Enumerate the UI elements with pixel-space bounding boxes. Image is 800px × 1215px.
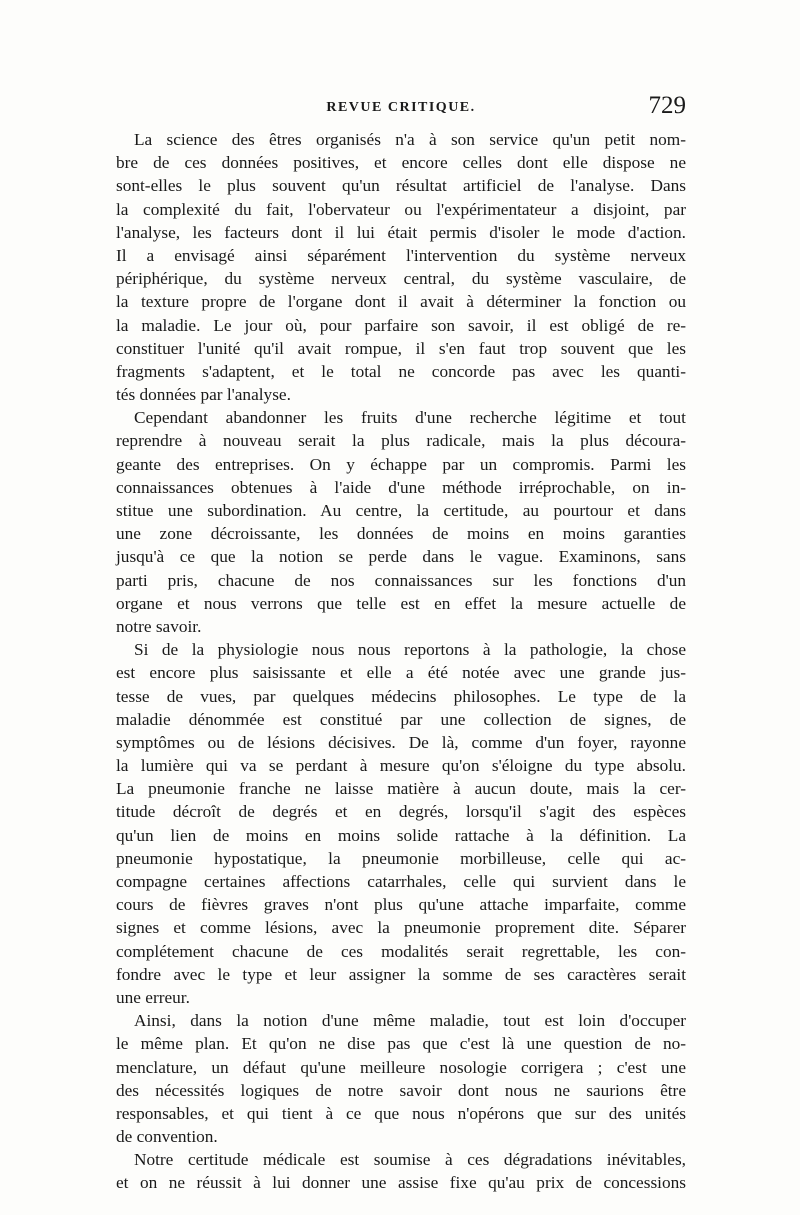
text-line: fragments s'adaptent, et le total ne concorde pas avec les quanti-	[116, 361, 686, 381]
text-line: Notre certitude médicale est soumise à ces dégradations inévitables,	[134, 1150, 686, 1170]
text-line: geante des entreprises. On y échappe par un compromis. Parmi les	[116, 454, 686, 474]
text-line: reprendre à nouveau serait la plus radicale, mais la plus découra-	[116, 431, 686, 451]
page-header	[116, 92, 686, 122]
text-line: une erreur.	[116, 987, 190, 1007]
text-line: La science des êtres organisés n'a à son service qu'un petit nom-	[134, 130, 686, 149]
paragraph	[116, 406, 686, 638]
text-line: cours de fièvres graves n'ont plus qu'une attache imparfaite, comme	[116, 895, 686, 915]
text-line: connaissances obtenues à l'aide d'une méthode irréprochable, on in-	[116, 477, 686, 497]
text-line: jusqu'à ce que la notion se perde dans le vague. Examinons, sans	[116, 547, 686, 567]
text-line: symptômes ou de lésions décisives. De là, comme d'un foyer, rayonne	[116, 732, 686, 752]
text-line: des nécessités logiques de notre savoir dont nous ne saurions être	[116, 1080, 686, 1100]
text-line: l'analyse, les facteurs dont il lui était permis d'isoler le mode d'action.	[116, 222, 686, 242]
text-line: la lumière qui va se perdant à mesure qu'on s'éloigne du type absolu.	[116, 756, 686, 776]
text-line: périphérique, du système nerveux central, du système vasculaire, de	[116, 269, 686, 289]
text-line: titude décroît de degrés et en degrés, lorsqu'il s'agit des espèces	[116, 802, 686, 822]
text-line: organe et nous verrons que telle est en effet la mesure actuelle de	[116, 593, 686, 613]
text-line: Cependant abandonner les fruits d'une recherche légitime et tout	[134, 408, 686, 428]
text-line: pneumonie hypostatique, la pneumonie morbilleuse, celle qui ac-	[116, 848, 686, 868]
text-line: compagne certaines affections catarrhales, celle qui survient dans le	[116, 872, 686, 891]
paragraph	[116, 1009, 686, 1148]
page-number: 729	[648, 92, 686, 119]
text-line: stitue une subordination. Au centre, la certitude, au pourtour et dans	[116, 501, 686, 520]
text-line: la texture propre de l'organe dont il avait à déterminer la fonction ou	[116, 292, 686, 312]
text-line: Ainsi, dans la notion d'une même maladie, tout est loin d'occuper	[134, 1011, 686, 1031]
text-line: tesse de vues, par quelques médecins philosophes. Le type de la	[116, 686, 686, 706]
paragraph	[116, 1148, 686, 1194]
body-text	[116, 128, 686, 1195]
text-line: parti pris, chacune de nos connaissances sur les fonctions d'un	[116, 570, 686, 590]
text-line: qu'un lien de moins en moins solide rattache à la définition. La	[116, 825, 686, 845]
text-line: menclature, un défaut qu'une meilleure nosologie corrigera ; c'est une	[116, 1057, 686, 1077]
paragraph	[116, 638, 686, 1009]
text-line: la maladie. Le jour où, pour parfaire son savoir, il est obligé de re-	[116, 315, 686, 335]
text-line: complétement chacune de ces modalités serait regrettable, les con-	[116, 941, 686, 961]
text-line: de convention.	[116, 1127, 218, 1147]
text-line: est encore plus saisissante et elle a été notée avec une grande jus-	[116, 663, 686, 683]
text-line: Il a envisagé ainsi séparément l'intervention du système nerveux	[116, 245, 686, 265]
text-line: le même plan. Et qu'on ne dise pas que c'est là une question de no-	[116, 1034, 686, 1054]
text-line: la complexité du fait, l'obervateur ou l'expérimentateur a disjoint, par	[116, 199, 686, 219]
text-line: maladie dénommée est constitué par une collection de signes, de	[116, 709, 686, 729]
text-line: La pneumonie franche ne laisse matière à aucun doute, mais la cer-	[116, 779, 686, 799]
text-line: signes et comme lésions, avec la pneumonie proprement dite. Séparer	[116, 918, 686, 938]
running-title: REVUE CRITIQUE.	[326, 100, 476, 115]
text-line: constituer l'unité qu'il avait rompue, il s'en faut trop souvent que les	[116, 338, 686, 358]
text-line: responsables, et qui tient à ce que nous n'opérons que sur des unités	[116, 1103, 686, 1123]
text-line: et on ne réussit à lui donner une assise fixe qu'au prix de concessions	[116, 1173, 686, 1193]
text-line: sont-elles le plus souvent qu'un résultat artificiel de l'analyse. Dans	[116, 176, 686, 196]
paragraph	[116, 128, 686, 406]
text-line: Si de la physiologie nous nous reportons à la pathologie, la chose	[134, 640, 686, 660]
text-line: bre de ces données positives, et encore celles dont elle dispose ne	[116, 153, 686, 173]
text-line: tés données par l'analyse.	[116, 385, 291, 405]
text-line: une zone décroissante, les données de moins en moins garanties	[116, 524, 686, 544]
text-line: notre savoir.	[116, 616, 202, 636]
text-line: fondre avec le type et leur assigner la somme de ses caractères serait	[116, 964, 686, 984]
